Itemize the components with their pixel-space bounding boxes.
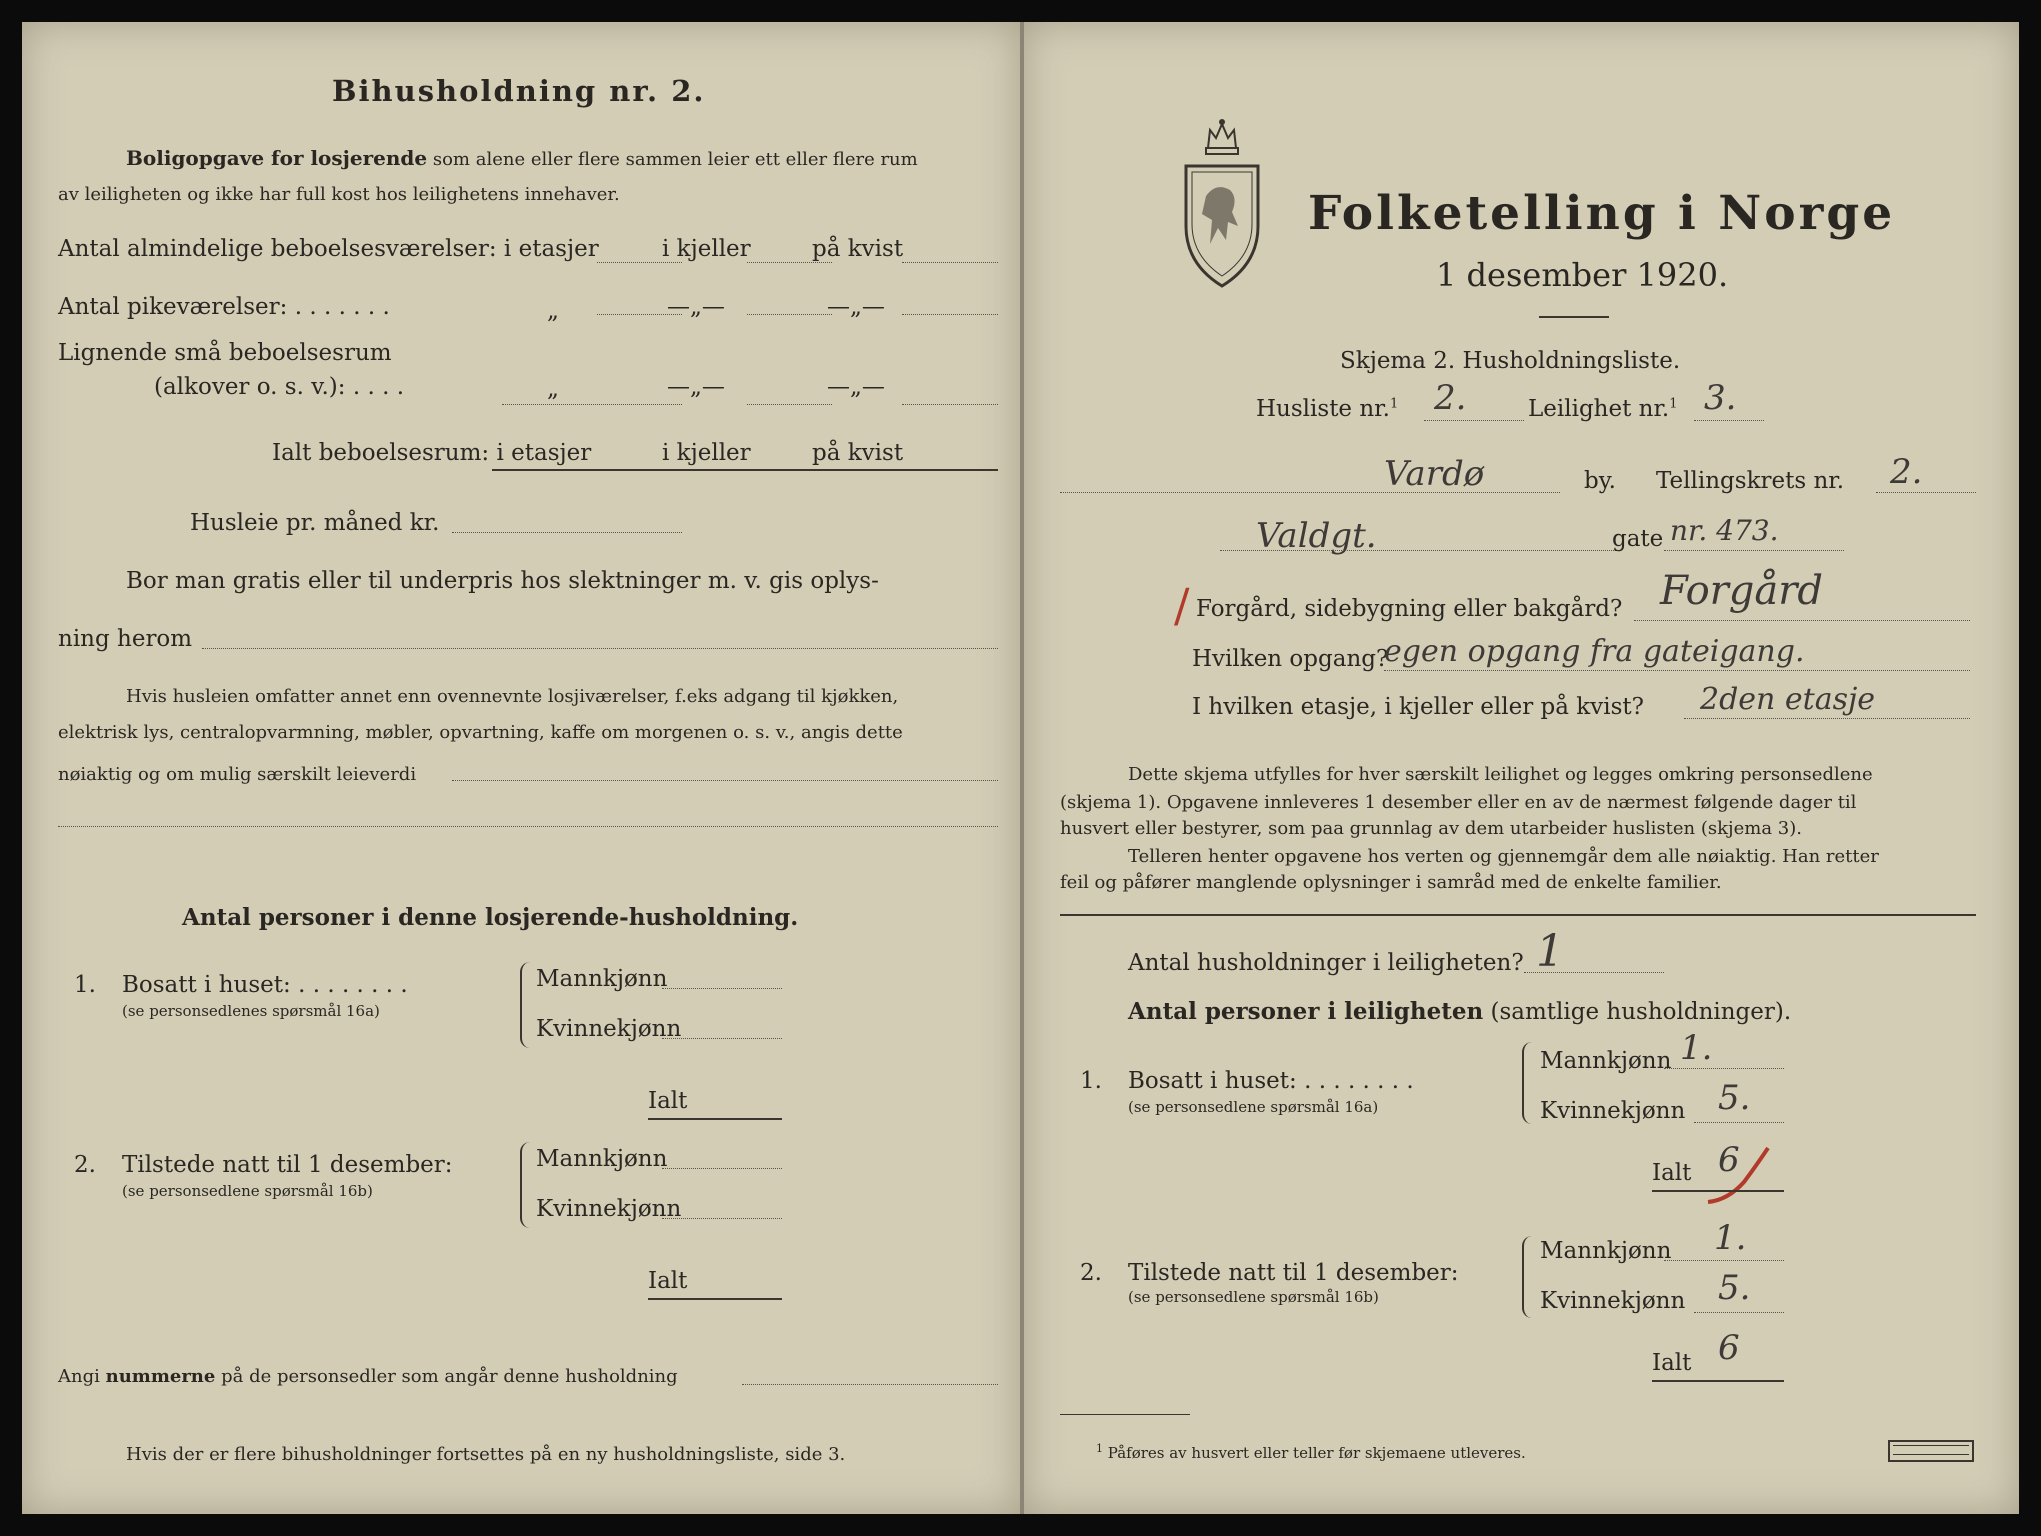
bosatt-kvinne-label: Kvinnekjønn <box>536 1016 682 1042</box>
ialt-rooms-kjeller: i kjeller <box>662 440 751 466</box>
lignende-label-1: Lignende små beboelsesrum <box>58 340 392 366</box>
r-tilstede-sub: (se personsedlene spørsmål 16b) <box>1128 1288 1379 1306</box>
bosatt-brace <box>520 962 532 1048</box>
lignende-ditto-1: „ <box>547 376 559 402</box>
hvis-field-1 <box>452 780 998 781</box>
hush-label: Antal husholdninger i leiligheten? <box>1128 950 1524 976</box>
lignende-label-2: (alkover o. s. v.): . . . . <box>154 374 405 400</box>
street-value: Valdgt. <box>1256 516 1377 556</box>
forgard-label: Forgård, sidebygning eller bakgård? <box>1196 596 1623 622</box>
lignende-field-1 <box>502 404 682 405</box>
etasje-label: I hvilken etasje, i kjeller eller på kvist? <box>1192 694 1644 720</box>
r-bosatt-mann-label: Mannkjønn <box>1540 1048 1672 1074</box>
rooms-kvist-field <box>902 262 998 263</box>
persons-rest: (samtlige husholdninger). <box>1490 999 1792 1025</box>
pike-ditto-3: —„— <box>827 294 885 320</box>
tilstede-ialt-field <box>648 1298 782 1300</box>
r-tilstede-kvinne-field <box>1694 1312 1784 1313</box>
pike-label: Antal pikeværelser: . . . . . . . <box>58 294 390 320</box>
rooms-kjeller-field <box>747 262 832 263</box>
r-bosatt-ialt-field <box>1652 1190 1784 1192</box>
etasje-field <box>1684 718 1970 719</box>
r-tilstede-brace <box>1522 1236 1534 1318</box>
krets-value: 2. <box>1890 452 1923 492</box>
lignende-ditto-3: —„— <box>827 374 885 400</box>
hvis-field-2 <box>58 826 998 827</box>
r-bosatt-ialt-value: 6 <box>1718 1140 1740 1180</box>
bosatt-label: Bosatt i huset: . . . . . . . . <box>122 972 408 998</box>
instructions-line-5: feil og påfører manglende oplysninger i samråd med de enkelte familier. <box>1060 872 1722 893</box>
opgang-value: egen opgang fra gateigang. <box>1384 634 1805 669</box>
r-bosatt-brace <box>1522 1042 1534 1124</box>
hush-value: 1 <box>1536 926 1564 977</box>
hvis-line-3: nøiaktig og om mulig særskilt leieverdi <box>58 764 417 785</box>
hvis-line-2: elektrisk lys, centralopvarmning, møbler, opvartning, kaffe om morgenen o. s. v., angis dette <box>58 722 903 743</box>
left-page <box>22 22 1020 1514</box>
coat-of-arms-icon <box>1180 116 1264 290</box>
angi-pre: Angi <box>58 1366 100 1387</box>
r-tilstede-mann-label: Mannkjønn <box>1540 1238 1672 1264</box>
tilstede-mann-label: Mannkjønn <box>536 1146 668 1172</box>
gate-label: gate <box>1612 526 1664 552</box>
red-check-mark <box>1704 1142 1774 1212</box>
r-bosatt-kvinne-label: Kvinnekjønn <box>1540 1098 1686 1124</box>
r-bosatt-sub: (se personsedlene spørsmål 16a) <box>1128 1098 1379 1116</box>
town-field <box>1060 492 1560 493</box>
rooms-label: Antal almindelige beboelsesværelser: i etasjer <box>58 236 599 262</box>
r-bosatt-label: Bosatt i huset: . . . . . . . . <box>1128 1068 1414 1094</box>
instructions-rule <box>1060 914 1976 916</box>
tilstede-label: Tilstede natt til 1 desember: <box>122 1152 453 1178</box>
instructions-line-2: (skjema 1). Opgavene innleveres 1 desember eller en av de nærmest følgende dager til <box>1060 792 1857 813</box>
skjema-label: Skjema 2. Husholdningsliste. <box>1340 348 1681 374</box>
gratis-field <box>202 648 998 649</box>
persons-bold: Antal personer i leiligheten <box>1128 998 1484 1025</box>
r-bosatt-kvinne-value: 5. <box>1718 1078 1751 1118</box>
r-tilstede-label: Tilstede natt til 1 desember: <box>1128 1260 1459 1286</box>
bosatt-mann-field <box>662 988 782 989</box>
footnote-number: 1 <box>1096 1442 1103 1455</box>
leilighet-field <box>1694 420 1764 421</box>
r-bosatt-kvinne-field <box>1694 1122 1784 1123</box>
right-date: 1 desember 1920. <box>1436 256 1729 294</box>
bosatt-sub: (se personsedlenes spørsmål 16a) <box>122 1002 380 1020</box>
ialt-rooms-kvist: på kvist <box>812 440 904 466</box>
tilstede-mann-field <box>662 1168 782 1169</box>
husliste-footnote-mark: 1 <box>1389 396 1399 412</box>
husleie-field <box>452 532 682 533</box>
by-label: by. <box>1584 468 1616 494</box>
pike-ditto-1: „ <box>547 298 559 324</box>
etasje-value: 2den etasje <box>1700 682 1876 717</box>
leilighet-footnote-mark: 1 <box>1669 396 1678 412</box>
husliste-text: Husliste nr. <box>1256 396 1390 422</box>
r-tilstede-mann-value: 1. <box>1714 1218 1747 1258</box>
pike-field-2 <box>747 314 832 315</box>
instructions-line-1: Dette skjema utfylles for hver særskilt leilighet og legges omkring personsedlene <box>1128 764 1873 785</box>
right-page <box>1024 22 2019 1514</box>
husleie-label: Husleie pr. måned kr. <box>190 510 440 536</box>
r-bosatt-ialt-label: Ialt <box>1652 1160 1692 1186</box>
instructions-line-4: Telleren henter opgavene hos verten og gjennemgår dem alle nøiaktig. Han retter <box>1128 846 1879 867</box>
leilighet-text: Leilighet nr. <box>1528 396 1670 422</box>
intro-line-1 <box>126 146 918 170</box>
husliste-field <box>1424 420 1524 421</box>
pike-field-3 <box>902 314 998 315</box>
gratis-line-1: Bor man gratis eller til underpris hos slektninger m. v. gis oplys- <box>126 568 879 594</box>
krets-label: Tellingskrets nr. <box>1656 468 1845 494</box>
hush-field <box>1524 972 1664 973</box>
angi-rest: på de personsedler som angår denne husholdning <box>221 1366 678 1387</box>
krets-field <box>1876 492 1976 493</box>
bosatt-kvinne-field <box>662 1038 782 1039</box>
rooms-kjeller-label: i kjeller <box>662 236 751 262</box>
husliste-value: 2. <box>1434 378 1467 418</box>
leilighet-label <box>1528 396 1678 422</box>
bosatt-ialt-field <box>648 1118 782 1120</box>
gate-number-value: nr. 473. <box>1670 514 1779 547</box>
opgang-field <box>1384 670 1970 671</box>
footnote-rule <box>1060 1414 1190 1415</box>
rooms-etasjer-field <box>597 262 682 263</box>
tilstede-sub: (se personsedlene spørsmål 16b) <box>122 1182 373 1200</box>
right-title: Folketelling i Norge <box>1308 186 1896 241</box>
bosatt-mann-label: Mannkjønn <box>536 966 668 992</box>
lignende-field-3 <box>902 404 998 405</box>
tilstede-number: 2. <box>74 1152 96 1178</box>
opgang-label: Hvilken opgang? <box>1192 646 1389 672</box>
forgard-field <box>1634 620 1970 621</box>
pike-ditto-2: —„— <box>667 294 725 320</box>
r-bosatt-mann-field <box>1664 1068 1784 1069</box>
lignende-ditto-2: —„— <box>667 374 725 400</box>
gratis-line-2: ning herom <box>58 626 193 652</box>
r-tilstede-ialt-value: 6 <box>1718 1328 1740 1368</box>
bosatt-number: 1. <box>74 972 96 998</box>
r-tilstede-ialt-field <box>1652 1380 1784 1382</box>
tilstede-kvinne-label: Kvinnekjønn <box>536 1196 682 1222</box>
r-tilstede-mann-field <box>1664 1260 1784 1261</box>
intro-rest: som alene eller flere sammen leier ett eller flere rum <box>432 149 918 170</box>
angi-line <box>58 1366 678 1387</box>
persons-line <box>1128 998 1791 1025</box>
tilstede-brace <box>520 1142 532 1228</box>
persons-heading: Antal personer i denne losjerende-husholdning. <box>182 904 799 931</box>
footnote-text: Påføres av husvert eller teller før skjemaene utleveres. <box>1107 1444 1526 1462</box>
ialt-rooms-underline <box>492 469 998 471</box>
angi-bold: nummerne <box>105 1366 216 1387</box>
leilighet-value: 3. <box>1704 378 1737 418</box>
hvis-line-1: Hvis husleien omfatter annet enn ovennevnte losjiværelser, f.eks adgang til kjøkken, <box>126 686 899 707</box>
ialt-rooms-label: Ialt beboelsesrum: i etasjer <box>272 440 592 466</box>
r-bosatt-number: 1. <box>1080 1068 1102 1094</box>
lignende-field-2 <box>747 404 832 405</box>
husliste-label <box>1256 396 1398 422</box>
intro-line-2: av leiligheten og ikke har full kost hos leilighetens innehaver. <box>58 184 620 205</box>
printer-stamp <box>1888 1440 1974 1462</box>
tilstede-kvinne-field <box>662 1218 782 1219</box>
left-footer: Hvis der er flere bihusholdninger fortsettes på en ny husholdningsliste, side 3. <box>126 1444 846 1465</box>
gate-number-field <box>1664 550 1844 551</box>
bosatt-ialt-label: Ialt <box>648 1088 688 1114</box>
r-tilstede-number: 2. <box>1080 1260 1102 1286</box>
intro-bold: Boligopgave for losjerende <box>126 146 428 170</box>
instructions-line-3: husvert eller bestyrer, som paa grunnlag av dem utarbeider huslisten (skjema 3). <box>1060 818 1802 839</box>
rooms-kvist-label: på kvist <box>812 236 904 262</box>
r-tilstede-ialt-label: Ialt <box>1652 1350 1692 1376</box>
r-tilstede-kvinne-label: Kvinnekjønn <box>1540 1288 1686 1314</box>
left-title: Bihusholdning nr. 2. <box>332 74 706 108</box>
footnote-line <box>1096 1442 1526 1462</box>
r-tilstede-kvinne-value: 5. <box>1718 1268 1751 1308</box>
town-value: Vardø <box>1384 454 1485 494</box>
red-margin-mark: / <box>1174 578 1190 632</box>
title-rule <box>1539 316 1609 318</box>
street-field <box>1220 550 1620 551</box>
tilstede-ialt-label: Ialt <box>648 1268 688 1294</box>
angi-field <box>742 1384 998 1385</box>
r-bosatt-mann-value: 1. <box>1680 1028 1713 1068</box>
forgard-value: Forgård <box>1660 568 1823 614</box>
